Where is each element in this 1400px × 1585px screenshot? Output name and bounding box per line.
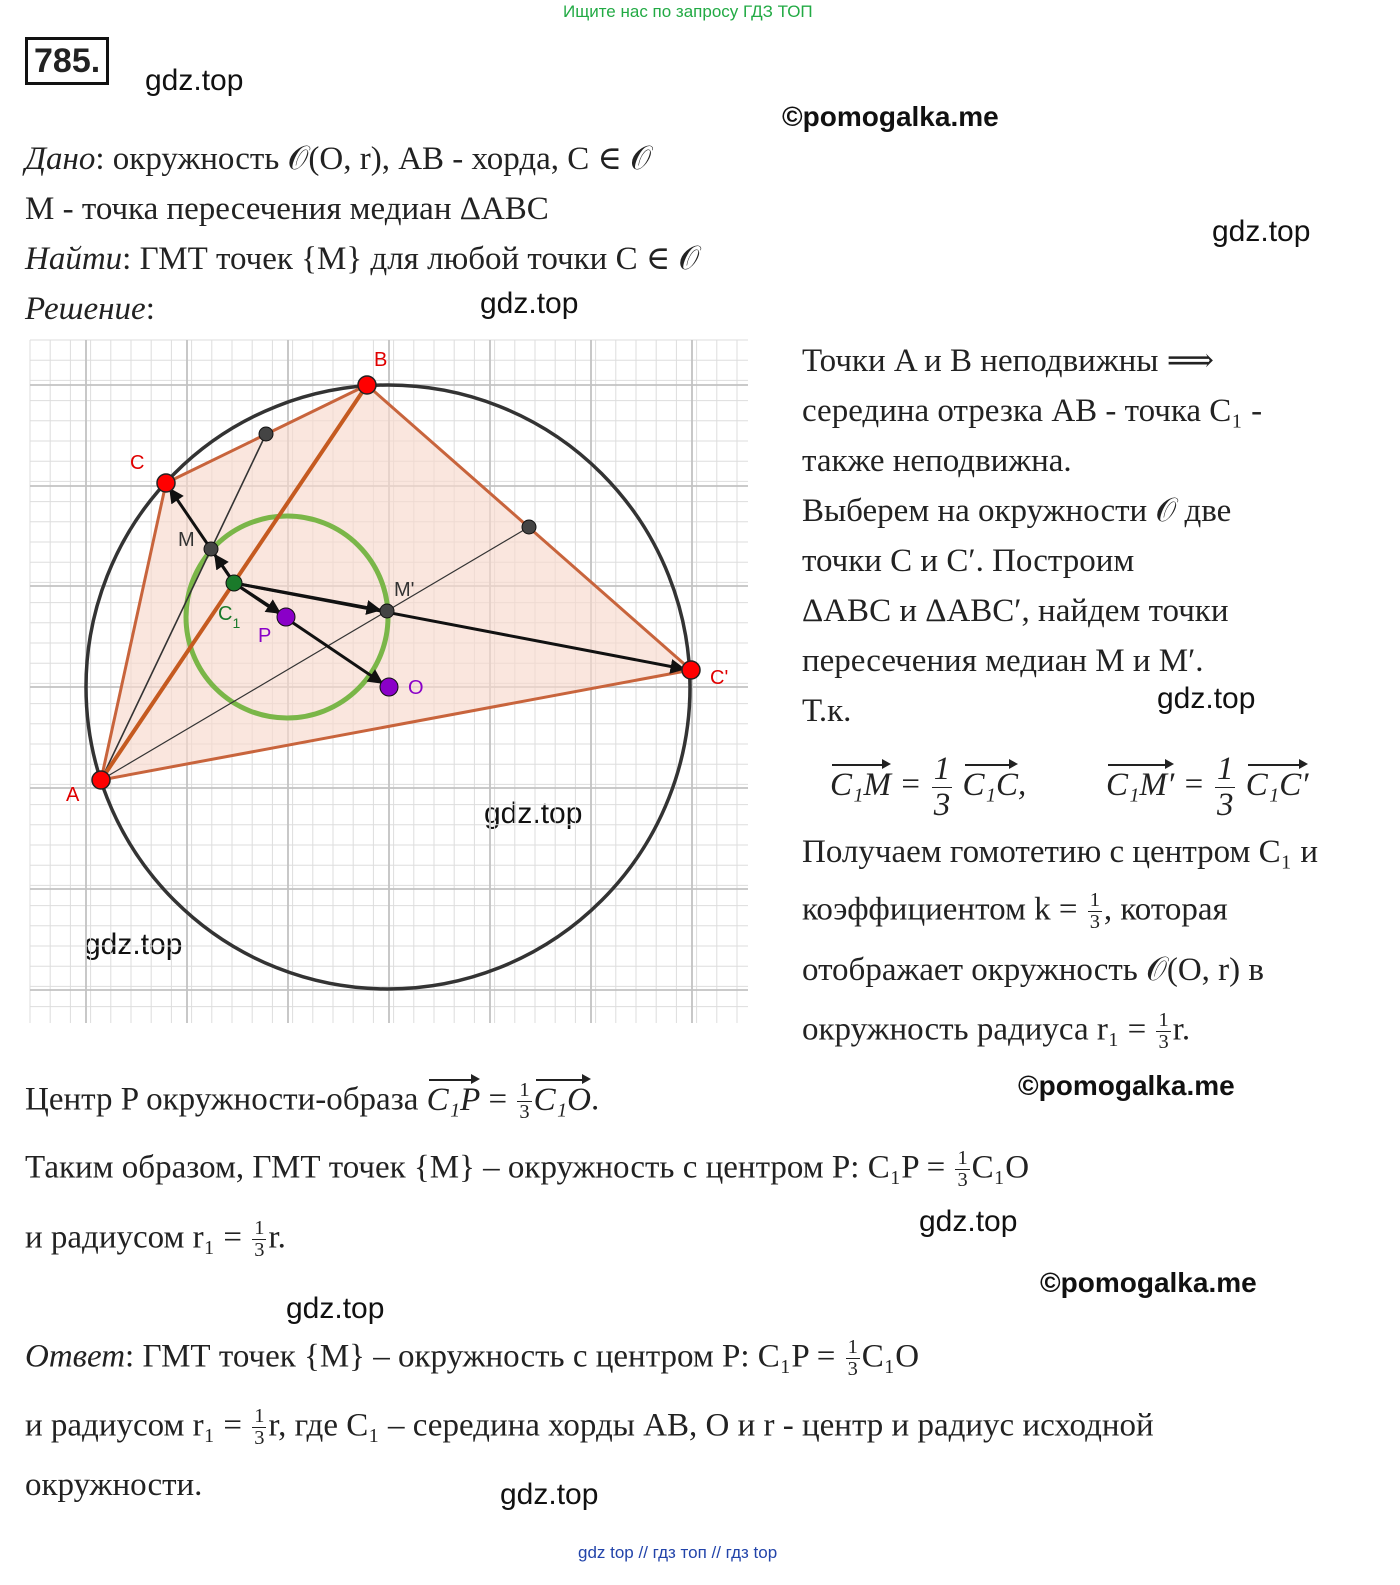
vector-c1o: C₁O xyxy=(534,1081,591,1121)
label-m: M xyxy=(178,529,195,551)
point-midpoint-bc xyxy=(259,427,273,441)
top-banner[interactable]: Ищите нас по запросу ГДЗ ТОП xyxy=(563,2,813,21)
watermark-pomogalka: ©pomogalka.me xyxy=(782,101,999,132)
homothety-line-3: отображает окружность 𝒪(O, r) в xyxy=(802,952,1264,988)
vector-c1p: C₁P xyxy=(427,1081,481,1121)
fraction-denominator: 3 xyxy=(957,1169,968,1192)
homothety-coef-text: коэффициентом k = xyxy=(802,891,1078,928)
vector-c1m: C₁M xyxy=(830,766,891,806)
point-a xyxy=(92,771,110,789)
vector-c1c-prime: C₁C′ xyxy=(1246,766,1309,806)
center-text: Центр P окружности-образа xyxy=(25,1081,419,1118)
answer-line-1 xyxy=(25,1337,919,1381)
right-line-4: Выберем на окружности 𝒪 две xyxy=(802,493,1232,529)
fraction-one-third xyxy=(252,1218,266,1262)
fraction-numerator: 1 xyxy=(1158,1009,1169,1031)
radius-line-tail: r. xyxy=(268,1219,286,1256)
point-c xyxy=(157,474,175,492)
solution-colon: : xyxy=(145,291,155,327)
watermark-gdz: gdz.top xyxy=(500,1478,599,1511)
right-line-5: точки C и C′. Построим xyxy=(802,543,1135,579)
problem-number: 785. xyxy=(25,37,109,85)
fraction-denominator: 3 xyxy=(1158,1031,1169,1054)
watermark-gdz: gdz.top xyxy=(286,1292,385,1325)
equals-sign: = xyxy=(1182,766,1205,803)
solution-label: Решение xyxy=(25,291,146,327)
fraction-numerator: 1 xyxy=(254,1405,265,1427)
radius-tail: r. xyxy=(1172,1011,1191,1048)
vector-equation-2 xyxy=(1106,752,1308,822)
fraction-one-third xyxy=(1088,890,1102,934)
point-midpoint-bc-prime xyxy=(522,520,536,534)
fraction-denominator: 3 xyxy=(933,786,951,823)
fraction-numerator: 1 xyxy=(847,1336,858,1358)
watermark-pomogalka: ©pomogalka.me xyxy=(1018,1070,1235,1101)
fraction-denominator: 3 xyxy=(254,1427,265,1450)
comma: , xyxy=(1018,766,1027,803)
point-m xyxy=(204,542,218,556)
center-line xyxy=(25,1080,599,1124)
fraction-denominator: 3 xyxy=(519,1101,530,1124)
thus-text: Таким образом, ГМТ точек {M} – окружность с центром P: C₁P = xyxy=(25,1149,946,1186)
fraction-numerator: 1 xyxy=(933,751,951,787)
point-p xyxy=(277,608,295,626)
answer-text: : ГМТ точек {M} – окружность с центром P: C₁P = xyxy=(125,1338,836,1375)
vector-equation-1 xyxy=(830,752,1026,822)
fraction-denominator: 3 xyxy=(1089,911,1100,934)
answer-label: Ответ xyxy=(25,1338,126,1375)
point-c-prime xyxy=(682,661,700,679)
thus-tail: C₁O xyxy=(971,1149,1030,1186)
vector-c1c: C₁C xyxy=(963,766,1019,806)
label-c: C xyxy=(130,452,145,474)
fraction-denominator: 3 xyxy=(847,1358,858,1381)
fraction-numerator: 1 xyxy=(957,1147,968,1169)
answer-radius-text: и радиусом r₁ = xyxy=(25,1407,243,1444)
radius-text: окружность радиуса r₁ = xyxy=(802,1011,1147,1048)
fraction-numerator: 1 xyxy=(254,1217,265,1239)
given-label: Дано xyxy=(25,141,96,177)
watermark-gdz: gdz.top xyxy=(480,287,579,320)
right-line-6: ΔABC и ΔABC′, найдем точки xyxy=(802,593,1229,629)
homothety-line-1: Получаем гомотетию с центром C₁ и xyxy=(802,834,1319,870)
find-text: : ГМТ точек {M} для любой точки C ∈ 𝒪 xyxy=(122,241,700,277)
radius-line xyxy=(25,1218,286,1262)
label-p: P xyxy=(258,625,272,647)
point-b xyxy=(358,376,376,394)
watermark-pomogalka: ©pomogalka.me xyxy=(1040,1267,1257,1298)
label-o: O xyxy=(408,677,424,699)
right-line-8: Т.к. xyxy=(802,693,852,729)
fraction-one-third xyxy=(517,1080,531,1124)
watermark-gdz: gdz.top xyxy=(484,797,583,830)
label-m-prime: M' xyxy=(394,579,415,601)
label-a: A xyxy=(66,784,80,806)
fraction-one-third xyxy=(1156,1010,1170,1054)
answer-line-3: окружности. xyxy=(25,1467,203,1503)
right-line-7: пересечения медиан M и M′. xyxy=(802,643,1204,679)
fraction-denominator: 3 xyxy=(254,1239,265,1262)
equals-sign: = xyxy=(899,766,922,803)
period: . xyxy=(590,1081,600,1118)
label-c1-sub: 1 xyxy=(232,615,241,631)
watermark-gdz: gdz.top xyxy=(919,1205,1018,1238)
label-c-prime: C' xyxy=(710,667,729,689)
right-line-1: Точки A и B неподвижны ⟹ xyxy=(802,343,1215,379)
fraction-one-third xyxy=(846,1337,860,1381)
answer-tail: C₁O xyxy=(861,1338,920,1375)
point-c1 xyxy=(226,575,242,591)
fraction-numerator: 1 xyxy=(1216,751,1234,787)
watermark-gdz: gdz.top xyxy=(1157,682,1256,715)
geometry-figure xyxy=(0,0,760,1040)
fraction-numerator: 1 xyxy=(1089,889,1100,911)
given-text: : окружность 𝒪(O, r), AB - хорда, C ∈ 𝒪 xyxy=(95,141,652,177)
radius-line-text: и радиусом r₁ = xyxy=(25,1219,243,1256)
thus-line xyxy=(25,1148,1029,1192)
homothety-coef-tail: , которая xyxy=(1103,891,1228,928)
fraction-numerator: 1 xyxy=(519,1079,530,1101)
point-o xyxy=(380,678,398,696)
watermark-gdz: gdz.top xyxy=(145,64,244,97)
label-b: B xyxy=(374,349,388,371)
homothety-line-2 xyxy=(802,890,1228,934)
homothety-line-4 xyxy=(802,1010,1190,1054)
fraction-one-third xyxy=(1215,752,1236,822)
fraction-one-third xyxy=(955,1148,969,1192)
right-line-2: середина отрезка AB - точка C₁ - xyxy=(802,393,1263,429)
bottom-banner[interactable]: gdz top // гдз топ // гдз top xyxy=(578,1543,778,1562)
fraction-one-third xyxy=(252,1406,266,1450)
answer-radius-tail: r, где C₁ – середина хорды AB, O и r - центр и радиус исходной xyxy=(268,1407,1154,1444)
find-label: Найти xyxy=(25,241,123,277)
equals-sign: = xyxy=(488,1081,508,1118)
label-c1-main: C xyxy=(218,603,233,625)
answer-line-2 xyxy=(25,1406,1154,1450)
right-line-3: также неподвижна. xyxy=(802,443,1072,479)
watermark-gdz: gdz.top xyxy=(84,928,183,961)
fraction-denominator: 3 xyxy=(1216,786,1234,823)
given-line-2: M - точка пересечения медиан ΔABC xyxy=(25,191,549,227)
fraction-one-third xyxy=(932,752,953,822)
watermark-gdz: gdz.top xyxy=(1212,215,1311,248)
vector-c1m-prime: C₁M′ xyxy=(1106,766,1174,806)
point-m-prime xyxy=(380,604,394,618)
